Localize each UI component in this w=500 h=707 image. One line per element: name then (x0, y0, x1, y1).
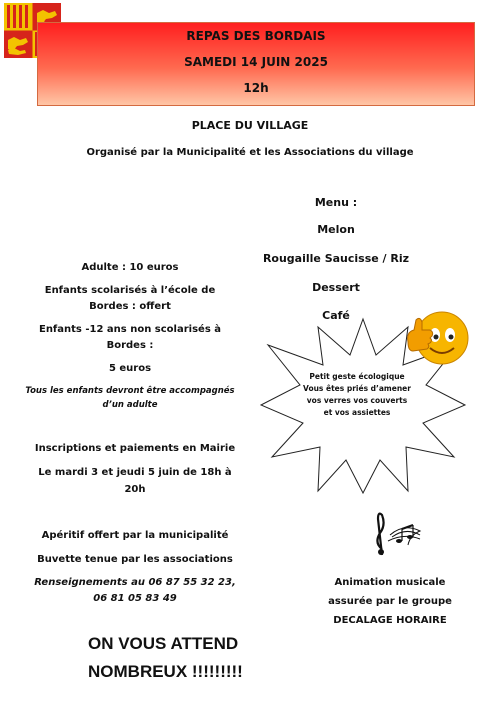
children-note: d’un adulte (102, 400, 158, 410)
price-kids-other-amount: 5 euros (108, 363, 152, 374)
music-notes-icon (368, 505, 422, 559)
menu-title: Menu : (314, 196, 358, 209)
contact-phone: 06 81 05 83 49 (93, 593, 177, 604)
price-kids-school: Bordes : offert (89, 301, 171, 312)
closing-line: NOMBREUX !!!!!!!!! (88, 662, 243, 681)
menu-item: Rougaille Saucisse / Riz (262, 252, 410, 265)
children-note: Tous les enfants devront être accompagnés (25, 386, 235, 396)
music-line: assurée par le groupe (328, 596, 452, 607)
menu-item: Café (322, 309, 350, 322)
organizer-line: Organisé par la Municipalité et les Associations du village (86, 147, 414, 158)
contact-phone: Renseignements au 06 87 55 32 23, (34, 577, 236, 588)
music-line: Animation musicale (334, 577, 446, 588)
eco-line: et vos assiettes (323, 408, 391, 417)
band-name: DECALAGE HORAIRE (333, 615, 447, 626)
price-adult: Adulte : 10 euros (81, 262, 179, 273)
price-kids-other: Enfants -12 ans non scolarisés à (38, 324, 222, 335)
event-date: SAMEDI 14 JUIN 2025 (184, 55, 328, 69)
menu-item: Dessert (312, 281, 360, 294)
registration-dates: 20h (124, 484, 146, 495)
event-time: 12h (243, 81, 269, 95)
registration-title: Inscriptions et paiements en Mairie (34, 443, 236, 454)
menu-item: Melon (317, 223, 355, 236)
closing-line: ON VOUS ATTEND (88, 634, 239, 653)
price-kids-other: Bordes : (106, 340, 154, 351)
eco-line: Petit geste écologique (309, 372, 405, 381)
location-heading: PLACE DU VILLAGE (191, 119, 309, 132)
aperitif-line: Apéritif offert par la municipalité (41, 530, 229, 541)
eco-line: Vous êtes priés d’amener (303, 384, 411, 393)
buvette-line: Buvette tenue par les associations (37, 554, 233, 565)
thumbs-up-smiley-icon (402, 302, 470, 370)
event-title: REPAS DES BORDAIS (186, 29, 326, 43)
registration-dates: Le mardi 3 et jeudi 5 juin de 18h à (38, 467, 232, 478)
title-banner (37, 22, 475, 106)
eco-message (282, 371, 432, 419)
price-kids-school: Enfants scolarisés à l’école de (44, 285, 216, 296)
eco-line: vos verres vos couverts (306, 396, 408, 405)
